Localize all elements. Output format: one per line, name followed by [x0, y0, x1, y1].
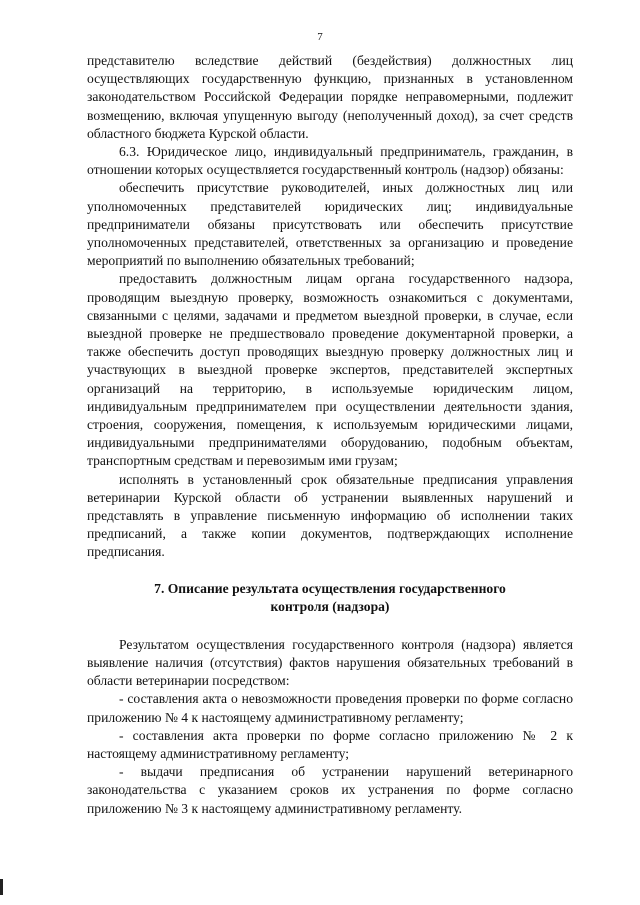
- paragraph-result: Результатом осуществления государственного контроля (надзора) является выявление наличия (отсутствия) фактов нарушения обязательных требований в области ветеринарии посредством:: [87, 636, 573, 689]
- page-number: 7: [317, 31, 323, 43]
- paragraph-6-3-obligations: 6.3. Юридическое лицо, индивидуальный предприниматель, гражданин, в отношении которых осуществляется государственный контроль (надзор) обязаны:: [87, 144, 573, 178]
- section-7-heading: [87, 580, 573, 616]
- list-item-order: - выдачи предписания об устранении нарушений ветеринарного законодательства с указанием сроков их устранения по форме согласно приложению № 3 к настоящему административному регламенту.: [87, 764, 573, 816]
- paragraph-execute-orders: исполнять в установленный срок обязательные предписания управления ветеринарии Курской области об устранении выявленных нарушений и представлять в управление письменную информацию об исполнении таких предписаний, а также копии документов, подтверждающих исполнение предписания.: [87, 471, 573, 560]
- section-7-heading-line1: 7. Описание результата осуществления государственного: [154, 580, 506, 596]
- document-body: [87, 52, 573, 818]
- paragraph-ensure-presence: обеспечить присутствие руководителей, иных должностных лиц или уполномоченных представителей юридических лиц; индивидуальные предприниматели обязаны присутствовать или обеспечить присутствие уполномоченных представителей, ответственных за организацию и проведение мероприятий по выполнению обязательных требований;: [87, 180, 573, 269]
- list-item-inspection-act: - составления акта проверки по форме согласно приложению № 2 к настоящему административному регламенту;: [87, 727, 573, 761]
- list-item-act-impossibility: - составления акта о невозможности проведения проверки по форме согласно приложению № 4 к настоящему административному регламенту;: [87, 691, 573, 725]
- paragraph-provide-access: предоставить должностным лицам органа государственного надзора, проводящим выездную проверку, возможность ознакомиться с документами, связанными с целями, задачами и предметом выездной проверки, в случае, если выездной проверке не предшествовало проведение документарной проверки, а также обеспечить доступ проводящих выездную проверку должностных лиц и участвующих в выездной проверке экспертов, представителей экспертных организаций на территорию, в используемые юридическим лицом, индивидуальным предпринимателем при осуществлении деятельности здания, строения, сооружения, помещения, к используемым юридическими лицами, индивидуальными предпринимателями оборудованию, подобным объектам, транспортным средствам и перевозимым ими грузам;: [87, 271, 573, 469]
- scan-edge-mark: [0, 879, 3, 895]
- section-7-heading-line2: контроля (надзора): [270, 598, 390, 614]
- paragraph-compensation: представителю вследствие действий (бездействия) должностных лиц осуществляющих государственную функцию, признанных в установленном законодательством Российской Федерации порядке неправомерными, подлежит возмещению, включая упущенную выгоду (неполученный доход), за счет средств областного бюджета Курской области.: [87, 53, 573, 141]
